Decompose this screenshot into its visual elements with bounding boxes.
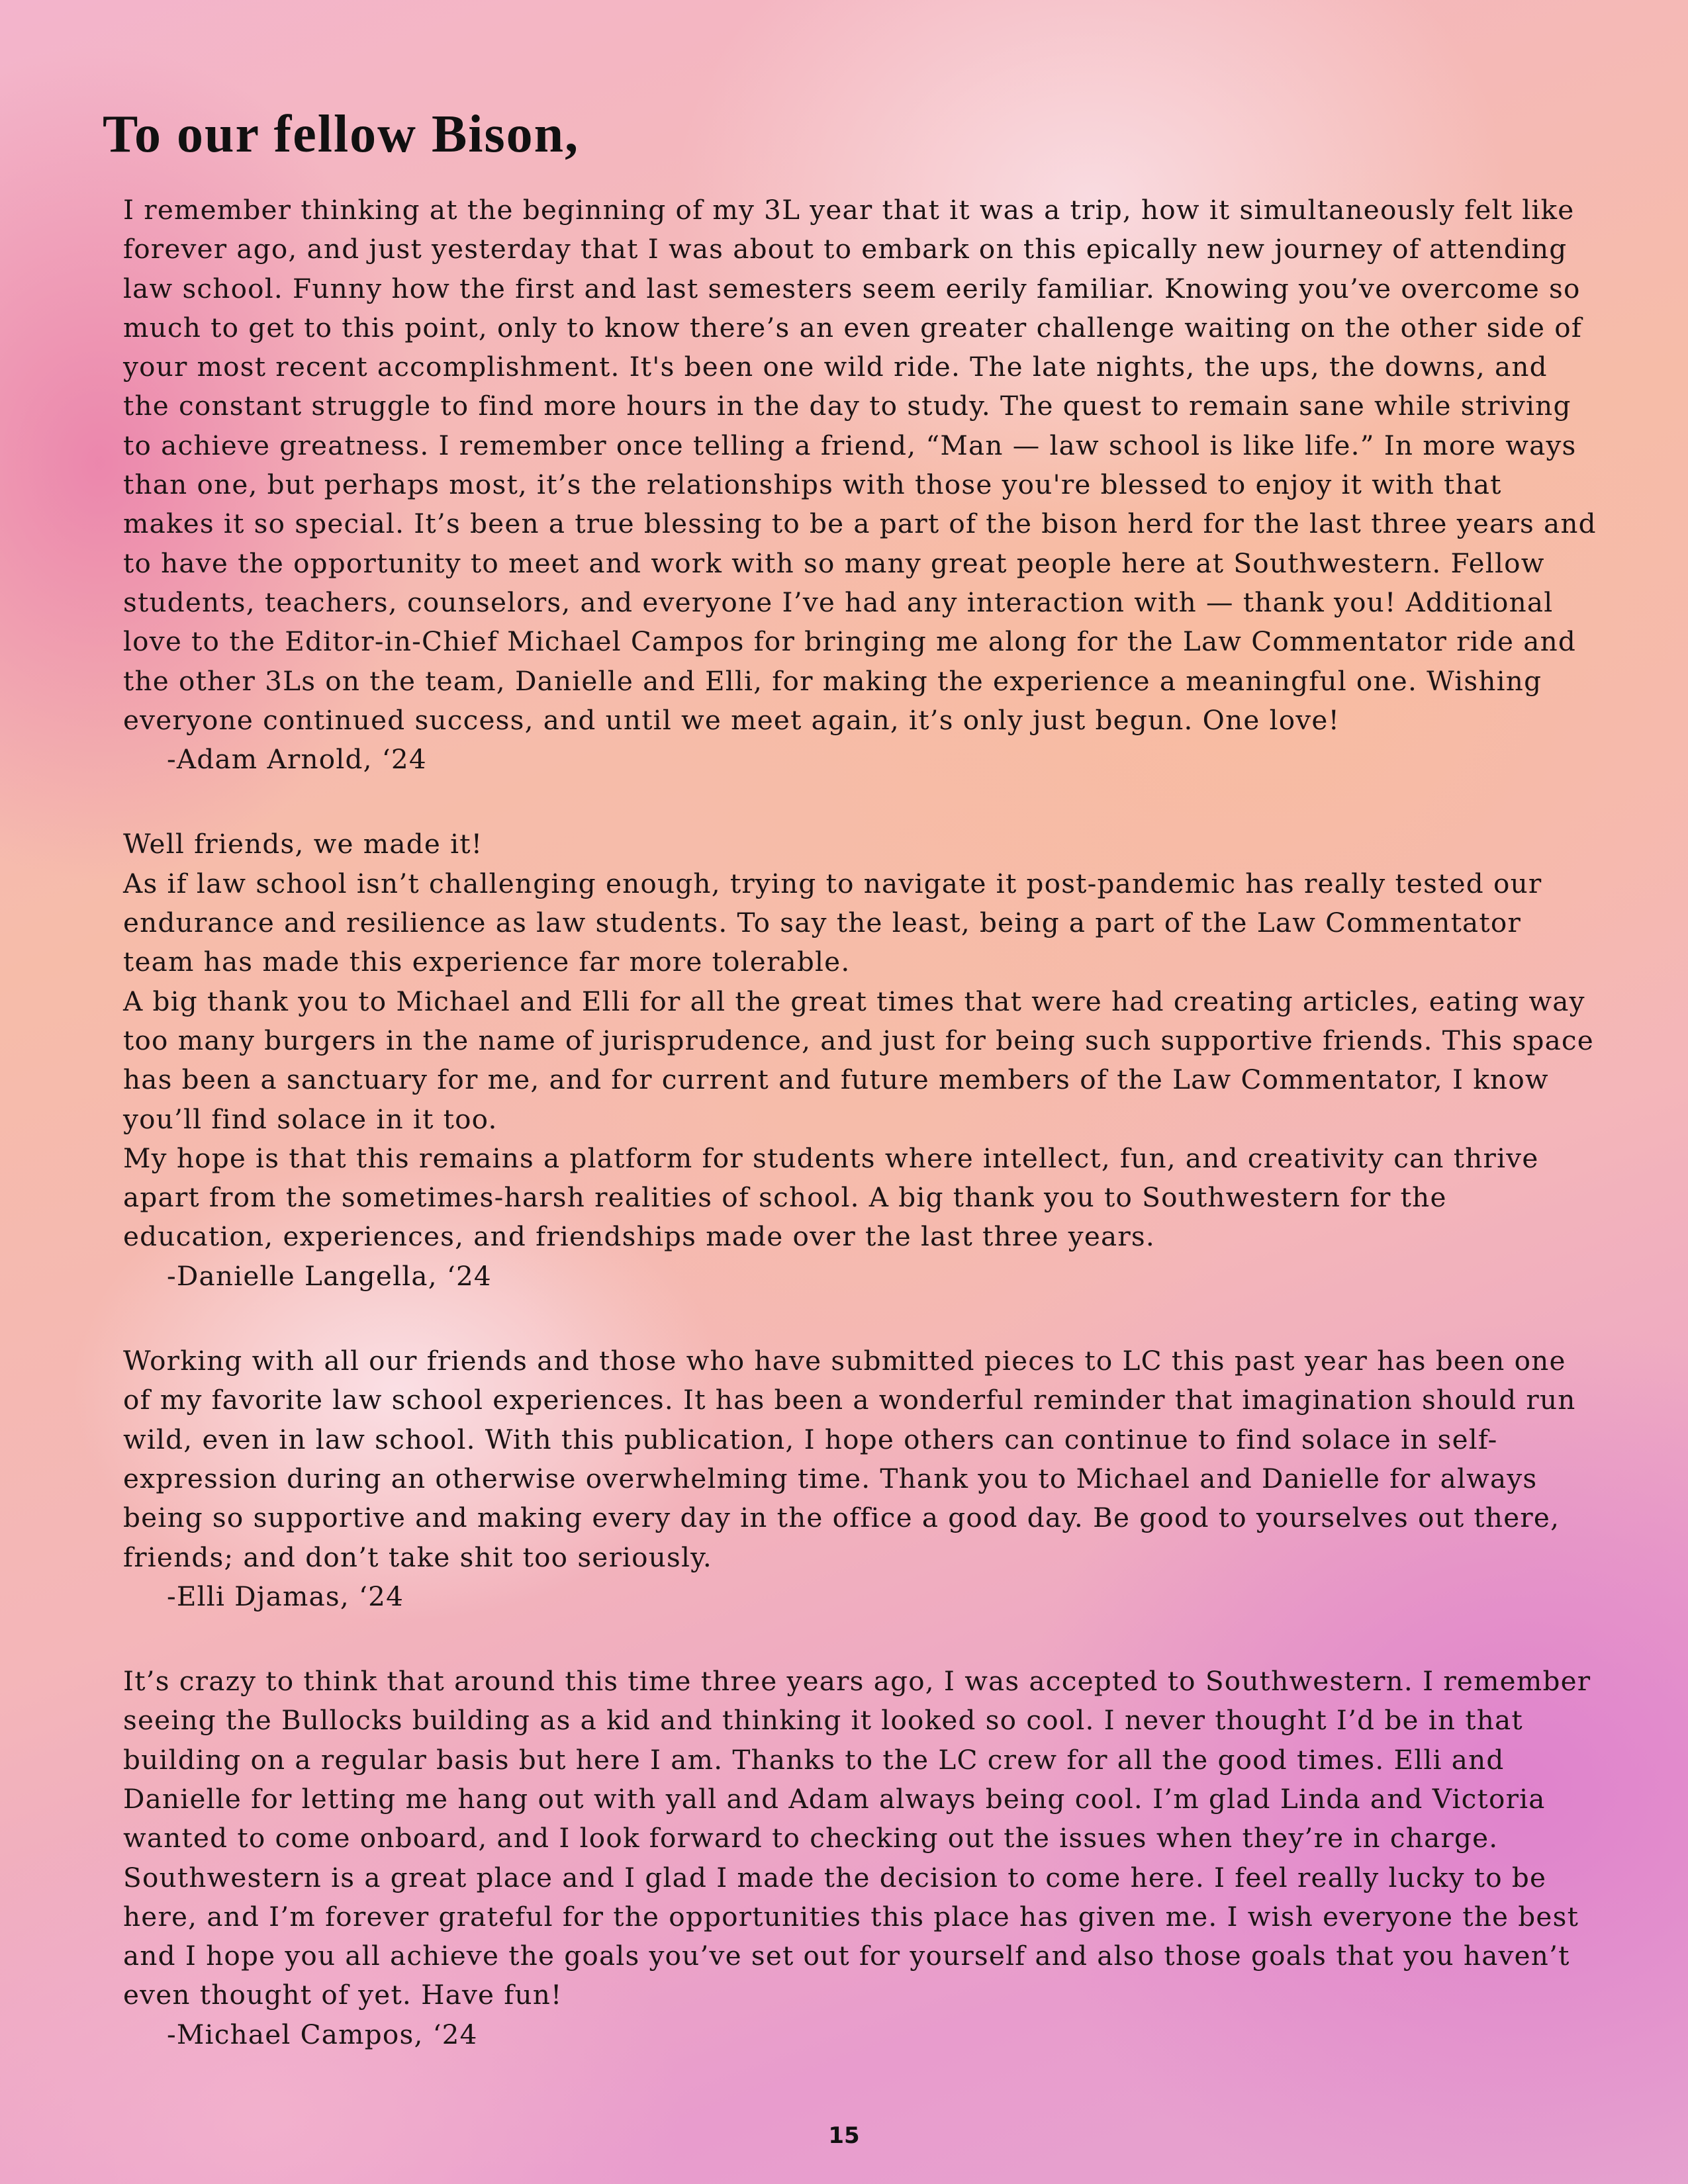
letter-signature: -Adam Arnold, ‘24 [167,743,427,776]
letter-signature: -Elli Djamas, ‘24 [167,1580,404,1612]
letter-paragraph: I remember thinking at the beginning of my 3L year that it was a trip, how it simultaneously felt like forever ago, and just yesterday that I was about to embark on this epically new journey of attending law school. Funny how the first and last semesters seem eerily familiar. Knowing you’ve overcome so much to get to this point, only to know there’s an even greater challenge waiting on the other side of your most recent accomplishment. It's been one wild ride. The late nights, the ups, the downs, and the constant struggle to find more hours in the day to study. The quest to remain sane while striving to achieve greatness. I remember once telling a friend, “Man — law school is like life.” In more ways than one, but perhaps most, it’s the relationships with those you're blessed to enjoy it with that makes it so special. It’s been a true blessing to be a part of the bison herd for the last three years and to have the opportunity to meet and work with so many great people here at Southwestern. Fellow students, teachers, counselors, and everyone I’ve had any interaction with — thank you! Additional love to the Editor-in-Chief Michael Campos for bringing me along for the Law Commentator ride and the other 3Ls on the team, Danielle and Elli, for making the experience a meaningful one. Wishing everyone continued success, and until we meet again, it’s only just begun. One love! [123,194,1597,736]
letters-body [123,191,1599,2100]
letter-paragraph: Well friends, we made it! [123,828,483,860]
letter-danielle-langella [123,825,1599,1296]
letter-signature: -Danielle Langella, ‘24 [167,1259,492,1292]
letter-paragraph: Working with all our friends and those who have submitted pieces to LC this past year has been one of my favorite law school experiences. It has been a wonderful reminder that imagination should run wild, even in law school. With this publication, I hope others can continue to find solace in self-expression during an otherwise overwhelming time. Thank you to Michael and Danielle for always being so supportive and making every day in the office a good day. Be good to yourselves out there, friends; and don’t take shit too seriously. [123,1345,1576,1573]
letter-michael-campos [123,1662,1599,2054]
letter-paragraph: As if law school isn’t challenging enough, trying to navigate it post-pandemic has really tested our endurance and resilience as law students. To say the least, being a part of the Law Commentator team has made this experience far more tolerable. [123,867,1542,978]
letter-paragraph: A big thank you to Michael and Elli for all the great times that were had creating articles, eating way too many burgers in the name of jurisprudence, and just for being such supportive friends. This space has been a sanctuary for me, and for current and future members of the Law Commentator, I know you’ll find solace in it too. [123,985,1594,1135]
letter-elli-djamas [123,1342,1599,1616]
letter-signature: -Michael Campos, ‘24 [167,2018,478,2050]
letter-paragraph: It’s crazy to think that around this time three years ago, I was accepted to Southwestern. I remember seeing the Bullocks building as a kid and thinking it looked so cool. I never thought I’d be in that building on a regular basis but here I am. Thanks to the LC crew for all the good times. Elli and Danielle for letting me hang out with yall and Adam always being cool. I’m glad Linda and Victoria wanted to come onboard, and I look forward to checking out the issues when they’re in charge. Southwestern is a great place and I glad I made the decision to come here. I feel really lucky to be here, and I’m forever grateful for the opportunities this place has given me. I wish everyone the best and I hope you all achieve the goals you’ve set out for yourself and also those goals that you haven’t even thought of yet. Have fun! [123,1665,1591,2011]
letter-adam-arnold [123,191,1599,779]
page-number: 15 [828,2122,860,2149]
letter-paragraph: My hope is that this remains a platform for students where intellect, fun, and creativity can thrive apart from the sometimes-harsh realities of school. A big thank you to Southwestern for the education, experiences, and friendships made over the last three years. [123,1142,1539,1253]
page-title: To our fellow Bison, [103,105,580,163]
